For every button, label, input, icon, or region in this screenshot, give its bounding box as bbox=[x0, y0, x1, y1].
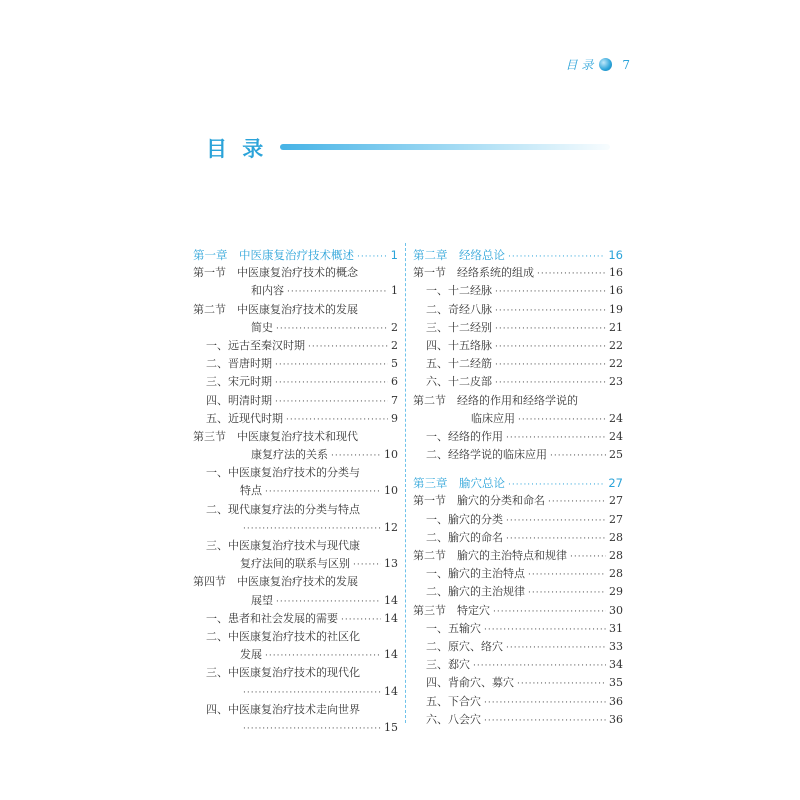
toc-entry-page: 36 bbox=[609, 694, 623, 708]
dot-leader bbox=[570, 548, 606, 566]
toc-entry-item bbox=[413, 638, 623, 656]
toc-entry-item bbox=[413, 511, 623, 529]
dot-leader bbox=[276, 320, 388, 338]
dot-leader bbox=[495, 338, 606, 356]
toc-entry-title: 二、经络学说的临床应用 bbox=[426, 448, 547, 462]
toc-entry-section bbox=[193, 428, 398, 446]
toc-entry-cont bbox=[193, 319, 398, 337]
toc-entry-title: 四、明清时期 bbox=[206, 393, 272, 407]
toc-entry-item bbox=[413, 319, 623, 337]
toc-entry-page: 2 bbox=[391, 338, 398, 352]
toc-entry-page: 1 bbox=[391, 284, 398, 298]
toc-entry-page: 29 bbox=[609, 585, 623, 599]
toc-entry-item bbox=[413, 529, 623, 547]
toc-entry-item bbox=[413, 282, 623, 300]
toc-entry-title: 第一节 经络系统的组成 bbox=[413, 266, 534, 280]
dot-leader bbox=[331, 447, 381, 465]
toc-entry-title: 和内容 bbox=[251, 284, 284, 298]
toc-entry-page: 27 bbox=[609, 512, 623, 526]
toc-entry-page: 31 bbox=[609, 621, 623, 635]
toc-entry-item bbox=[413, 337, 623, 355]
dot-leader bbox=[357, 248, 388, 266]
toc-entry-title: 二、现代康复疗法的分类与特点 bbox=[206, 502, 360, 516]
toc-entry-page: 15 bbox=[384, 720, 398, 734]
toc-entry-title: 一、五输穴 bbox=[426, 621, 481, 635]
toc-entry-page: 16 bbox=[608, 248, 623, 262]
toc-entry-item bbox=[193, 337, 398, 355]
dot-leader bbox=[528, 584, 606, 602]
toc-entry-title: 一、中医康复治疗技术的分类与 bbox=[206, 466, 360, 480]
toc-entry-itemcont bbox=[193, 683, 398, 701]
toc-entry-page: 25 bbox=[609, 448, 623, 462]
toc-entry-item bbox=[413, 674, 623, 692]
toc-entry-title: 第四节 中医康复治疗技术的发展 bbox=[193, 575, 358, 589]
toc-entry-item bbox=[413, 693, 623, 711]
toc-entry-item bbox=[413, 565, 623, 583]
toc-entry-page: 33 bbox=[609, 639, 623, 653]
dot-leader bbox=[243, 520, 381, 538]
dot-leader bbox=[528, 566, 606, 584]
toc-entry-title: 四、十五络脉 bbox=[426, 338, 492, 352]
toc-entry-title: 六、十二皮部 bbox=[426, 375, 492, 389]
toc-entry-title: 第三节 中医康复治疗技术和现代 bbox=[193, 429, 358, 443]
toc-entry-title: 一、患者和社会发展的需要 bbox=[206, 611, 338, 625]
toc-entry-page: 19 bbox=[609, 302, 623, 316]
dot-leader bbox=[495, 374, 606, 392]
toc-entry-page: 14 bbox=[384, 648, 398, 662]
toc-entry-chapter bbox=[413, 246, 623, 264]
toc-entry-page: 28 bbox=[609, 549, 623, 562]
toc-entry-page: 7 bbox=[391, 393, 398, 407]
dot-leader bbox=[537, 265, 606, 283]
column-divider bbox=[405, 243, 406, 723]
dot-leader bbox=[484, 712, 606, 730]
dot-leader bbox=[493, 603, 606, 621]
toc-entry-page: 22 bbox=[609, 357, 623, 371]
toc-entry-page: 5 bbox=[391, 357, 398, 371]
dot-leader bbox=[550, 447, 606, 465]
toc-entry-title: 第三章 腧穴总论 bbox=[413, 476, 505, 491]
toc-entry-title: 二、奇经八脉 bbox=[426, 302, 492, 316]
dot-leader bbox=[275, 374, 388, 392]
toc-left-column bbox=[193, 246, 398, 737]
toc-entry-title: 第三节 特定穴 bbox=[413, 603, 490, 617]
toc-entry-item bbox=[413, 711, 623, 729]
toc-entry-item bbox=[413, 446, 623, 464]
toc-entry-page: 9 bbox=[391, 411, 398, 425]
toc-entry-title: 三、十二经别 bbox=[426, 320, 492, 334]
toc-entry-title: 一、十二经脉 bbox=[426, 284, 492, 298]
toc-entry-cont bbox=[413, 410, 623, 428]
dot-leader bbox=[308, 338, 388, 356]
toc-entry-page: 2 bbox=[391, 320, 398, 334]
toc-entry-page: 34 bbox=[609, 658, 623, 672]
toc-entry-cont bbox=[193, 282, 398, 300]
toc-entry-page: 27 bbox=[609, 494, 623, 508]
toc-entry-title: 二、中医康复治疗技术的社区化 bbox=[206, 629, 360, 643]
dot-leader bbox=[495, 283, 606, 301]
toc-entry-title: 三、郄穴 bbox=[426, 658, 470, 672]
chapter-spacer bbox=[413, 464, 623, 474]
dot-leader bbox=[287, 283, 388, 301]
toc-entry-item bbox=[193, 628, 398, 646]
toc-entry-page: 21 bbox=[609, 320, 623, 334]
dot-leader bbox=[275, 393, 388, 411]
toc-entry-title: 三、宋元时期 bbox=[206, 375, 272, 389]
toc-entry-title: 五、下合穴 bbox=[426, 694, 481, 708]
dot-leader bbox=[276, 593, 381, 611]
toc-entry-itemcont bbox=[193, 555, 398, 573]
toc-entry-item bbox=[413, 428, 623, 446]
toc-entry-item bbox=[193, 410, 398, 428]
toc-entry-title: 临床应用 bbox=[471, 411, 515, 425]
dot-leader bbox=[518, 411, 606, 429]
dot-leader bbox=[484, 694, 606, 712]
dot-leader bbox=[265, 647, 381, 665]
toc-entry-page: 36 bbox=[609, 712, 623, 726]
toc-entry-page: 24 bbox=[609, 429, 623, 443]
toc-entry-page: 27 bbox=[608, 476, 623, 491]
toc-entry-section bbox=[193, 573, 398, 591]
toc-entry-section bbox=[413, 602, 623, 620]
toc-entry-item bbox=[193, 501, 398, 519]
toc-entry-page: 28 bbox=[609, 530, 623, 544]
dot-leader bbox=[341, 611, 381, 629]
toc-entry-title: 复疗法间的联系与区别 bbox=[240, 557, 350, 571]
toc-entry-title: 一、经络的作用 bbox=[426, 429, 503, 443]
toc-entry-title: 简史 bbox=[251, 320, 273, 334]
toc-entry-item bbox=[193, 392, 398, 410]
toc-entry-page: 10 bbox=[384, 448, 398, 462]
dot-leader bbox=[517, 675, 606, 693]
toc-entry-itemcont bbox=[193, 519, 398, 537]
dot-leader bbox=[243, 684, 381, 702]
toc-entry-chapter bbox=[413, 474, 623, 492]
toc-entry-title: 第二章 经络总论 bbox=[413, 248, 505, 262]
page-title: 目 录 bbox=[206, 137, 268, 161]
toc-entry-page: 1 bbox=[390, 248, 398, 262]
toc-entry-item bbox=[193, 355, 398, 373]
toc-entry-title: 展望 bbox=[251, 593, 273, 607]
toc-entry-title: 二、晋唐时期 bbox=[206, 357, 272, 371]
toc-entry-title: 第一章 中医康复治疗技术概述 bbox=[193, 248, 354, 262]
toc-entry-page: 14 bbox=[384, 593, 398, 607]
toc-entry-title: 特点 bbox=[240, 484, 262, 498]
toc-entry-item bbox=[193, 464, 398, 482]
dot-leader bbox=[275, 356, 388, 374]
dot-leader bbox=[506, 512, 606, 530]
dot-leader bbox=[548, 493, 606, 511]
toc-entry-cont bbox=[193, 446, 398, 464]
toc-entry-section bbox=[413, 547, 623, 565]
toc-entry-title: 四、背俞穴、募穴 bbox=[426, 676, 514, 690]
toc-entry-section bbox=[413, 392, 623, 410]
toc-entry-item bbox=[193, 701, 398, 719]
dot-leader bbox=[473, 657, 606, 675]
toc-entry-section bbox=[193, 264, 398, 282]
toc-entry-page: 30 bbox=[609, 603, 623, 617]
toc-right-column bbox=[413, 246, 623, 729]
toc-entry-title: 五、近现代时期 bbox=[206, 411, 283, 425]
toc-entry-page: 12 bbox=[384, 520, 398, 534]
toc-entry-page: 16 bbox=[609, 266, 623, 280]
toc-entry-title: 二、腧穴的主治规律 bbox=[426, 585, 525, 599]
dot-leader bbox=[484, 621, 606, 639]
dot-leader bbox=[243, 720, 381, 738]
toc-entry-title: 五、十二经筋 bbox=[426, 357, 492, 371]
dot-leader bbox=[495, 356, 606, 374]
page-number: 7 bbox=[622, 57, 630, 72]
toc-entry-title: 康复疗法的关系 bbox=[251, 448, 328, 462]
dot-leader bbox=[495, 302, 606, 320]
toc-entry-title: 第二节 腧穴的主治特点和规律 bbox=[413, 549, 567, 562]
toc-entry-item bbox=[193, 610, 398, 628]
toc-entry-item bbox=[413, 373, 623, 391]
toc-entry-page: 28 bbox=[609, 567, 623, 581]
toc-entry-item bbox=[413, 583, 623, 601]
toc-entry-item bbox=[193, 664, 398, 682]
toc-entry-title: 三、中医康复治疗技术的现代化 bbox=[206, 666, 360, 680]
toc-entry-title: 三、中医康复治疗技术与现代康 bbox=[206, 539, 360, 552]
running-header-title: 目 录 bbox=[565, 58, 594, 72]
dot-leader bbox=[265, 483, 381, 501]
toc-entry-page: 35 bbox=[609, 676, 623, 690]
toc-entry-item bbox=[413, 620, 623, 638]
toc-entry-title: 一、腧穴的分类 bbox=[426, 512, 503, 526]
toc-entry-itemcont bbox=[193, 482, 398, 500]
toc-entry-page: 13 bbox=[384, 557, 398, 571]
dot-leader bbox=[506, 639, 606, 657]
toc-entry-title: 二、原穴、络穴 bbox=[426, 639, 503, 653]
toc-entry-section bbox=[193, 301, 398, 319]
toc-entry-title: 六、八会穴 bbox=[426, 712, 481, 726]
toc-entry-title: 四、中医康复治疗技术走向世界 bbox=[206, 702, 360, 716]
toc-entry-title: 第一节 中医康复治疗技术的概念 bbox=[193, 266, 358, 280]
toc-entry-section bbox=[413, 264, 623, 282]
toc-entry-page: 6 bbox=[391, 375, 398, 389]
dot-leader bbox=[506, 429, 606, 447]
toc-entry-title: 一、腧穴的主治特点 bbox=[426, 567, 525, 581]
toc-entry-page: 14 bbox=[384, 684, 398, 698]
toc-entry-title: 发展 bbox=[240, 648, 262, 662]
dot-leader bbox=[286, 411, 388, 429]
toc-entry-cont bbox=[193, 592, 398, 610]
toc-entry-itemcont bbox=[193, 719, 398, 737]
toc-entry-title: 第二节 经络的作用和经络学说的 bbox=[413, 393, 578, 407]
toc-entry-item bbox=[193, 537, 398, 555]
toc-entry-item bbox=[193, 373, 398, 391]
toc-entry-title: 第二节 中医康复治疗技术的发展 bbox=[193, 302, 358, 316]
title-decoration-bar bbox=[280, 144, 610, 150]
toc-entry-itemcont bbox=[193, 646, 398, 664]
dot-leader bbox=[495, 320, 606, 338]
toc-entry-item bbox=[413, 656, 623, 674]
toc-entry-page: 24 bbox=[609, 411, 623, 425]
toc-entry-page: 14 bbox=[384, 611, 398, 625]
toc-entry-title: 二、腧穴的命名 bbox=[426, 530, 503, 544]
toc-entry-item bbox=[413, 301, 623, 319]
toc-entry-title: 一、远古至秦汉时期 bbox=[206, 338, 305, 352]
toc-entry-page: 10 bbox=[384, 484, 398, 498]
toc-entry-title: 第一节 腧穴的分类和命名 bbox=[413, 494, 545, 508]
toc-entry-item bbox=[413, 355, 623, 373]
toc-entry-chapter bbox=[193, 246, 398, 264]
globe-icon bbox=[599, 58, 612, 71]
running-header bbox=[566, 56, 630, 73]
toc-entry-page: 16 bbox=[609, 284, 623, 298]
dot-leader bbox=[353, 556, 381, 574]
toc-entry-page: 22 bbox=[609, 338, 623, 352]
dot-leader bbox=[506, 530, 606, 548]
toc-entry-section bbox=[413, 492, 623, 510]
toc-entry-page: 23 bbox=[609, 375, 623, 389]
